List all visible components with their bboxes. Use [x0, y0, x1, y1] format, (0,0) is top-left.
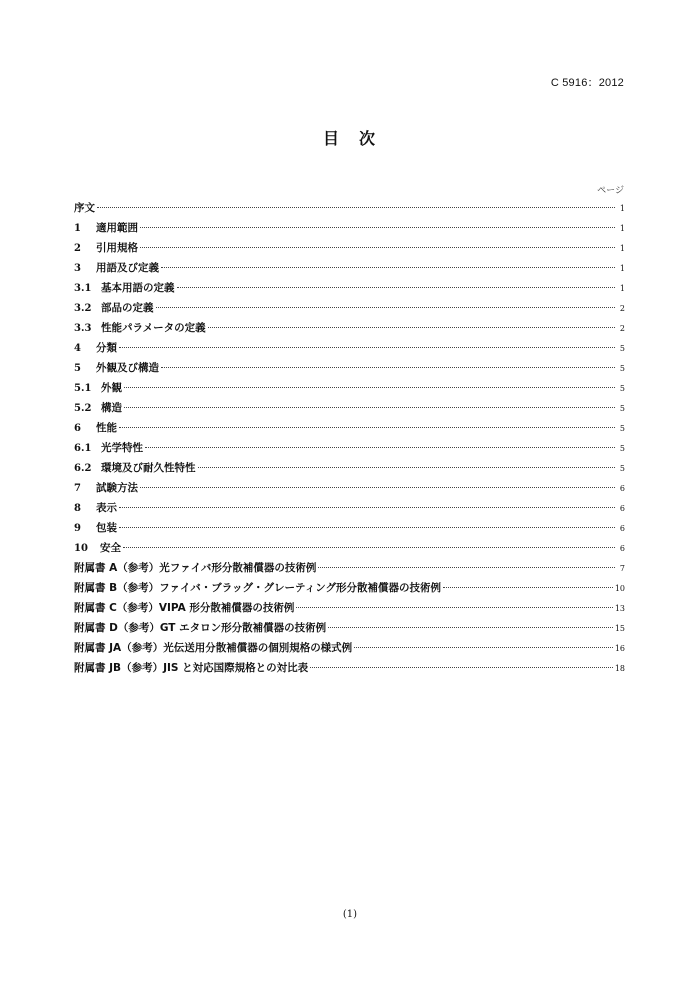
dot-leader — [140, 226, 615, 228]
toc-entry-page: 5 — [619, 404, 625, 413]
toc-entry-label: 性能パラメータの定義 — [101, 322, 206, 334]
toc-entry[interactable] — [74, 618, 625, 638]
dot-leader — [177, 286, 616, 288]
toc-entry-label: 附属書 B（参考）ファイバ・ブラッグ・グレーティング形分散補償器の技術例 — [74, 582, 441, 594]
toc-entry-label: 外観 — [101, 382, 122, 394]
toc-entry[interactable] — [74, 598, 625, 618]
toc-entry-page: 2 — [619, 304, 625, 313]
toc-entry-page: 1 — [619, 244, 625, 253]
dot-leader — [145, 446, 615, 448]
toc-entry-label: 試験方法 — [96, 482, 138, 494]
toc-entry[interactable] — [74, 278, 625, 298]
toc-entry[interactable] — [74, 418, 625, 438]
dot-leader — [119, 526, 615, 528]
dot-leader — [123, 546, 615, 548]
dot-leader — [354, 646, 613, 648]
page-number: (1) — [342, 909, 358, 920]
toc-entry-label: 附属書 JA（参考）光伝送用分散補償器の個別規格の様式例 — [74, 642, 353, 654]
dot-leader — [140, 486, 615, 488]
toc-entry-number: 3.1 — [74, 283, 92, 294]
dot-leader — [198, 466, 616, 468]
toc-entry-label: 引用規格 — [96, 242, 138, 254]
toc-entry-number: 3.2 — [74, 303, 92, 314]
toc-entry-label: 附属書 C（参考）VIPA 形分散補償器の技術例 — [74, 602, 295, 614]
toc-entry-number: 1 — [74, 223, 81, 234]
toc-entry-page: 2 — [619, 324, 625, 333]
toc-entry-number: 3.3 — [74, 323, 92, 334]
toc-entry[interactable] — [74, 438, 625, 458]
toc-entry-page: 6 — [619, 504, 625, 513]
toc-entry-page: 1 — [619, 284, 625, 293]
toc-entry[interactable] — [74, 218, 625, 238]
dot-leader — [161, 366, 615, 368]
toc-entry[interactable] — [74, 538, 625, 558]
toc-entry[interactable] — [74, 458, 625, 478]
toc-entry-number: 4 — [74, 343, 81, 354]
toc-entry[interactable] — [74, 258, 625, 278]
dot-leader — [310, 666, 613, 668]
toc-entry[interactable] — [74, 578, 625, 598]
toc-entry[interactable] — [74, 398, 625, 418]
dot-leader — [328, 626, 613, 628]
toc-entry-label: 安全 — [100, 542, 121, 554]
dot-leader — [161, 266, 615, 268]
toc-entry-number: 9 — [74, 523, 81, 534]
table-of-contents — [74, 198, 625, 678]
toc-entry-page: 5 — [619, 424, 625, 433]
toc-entry[interactable] — [74, 638, 625, 658]
toc-entry-label: 適用範囲 — [96, 222, 138, 234]
toc-entry-page: 1 — [619, 204, 625, 213]
toc-entry[interactable] — [74, 518, 625, 538]
toc-entry[interactable] — [74, 658, 625, 678]
toc-entry-page: 5 — [619, 384, 625, 393]
toc-entry-label: 構造 — [101, 402, 122, 414]
dot-leader — [443, 586, 613, 588]
toc-entry[interactable] — [74, 338, 625, 358]
toc-entry-number: 6.1 — [74, 443, 92, 454]
toc-entry-label: 附属書 JB（参考）JIS と対応国際規格との対比表 — [74, 662, 309, 674]
toc-entry-number: 6.2 — [74, 463, 92, 474]
toc-entry-label: 序文 — [74, 202, 95, 214]
toc-entry[interactable] — [74, 198, 625, 218]
toc-entry-page: 6 — [619, 484, 625, 493]
dot-leader — [119, 346, 615, 348]
toc-entry[interactable] — [74, 298, 625, 318]
toc-entry-label: 部品の定義 — [101, 302, 154, 314]
toc-entry-number: 7 — [74, 483, 81, 494]
toc-entry[interactable] — [74, 378, 625, 398]
document-id: C 5916：2012 — [550, 77, 624, 89]
toc-entry[interactable] — [74, 318, 625, 338]
toc-entry[interactable] — [74, 498, 625, 518]
toc-entry-page: 6 — [619, 544, 625, 553]
toc-entry-number: 2 — [74, 243, 81, 254]
page-column-label: ページ — [597, 186, 624, 196]
page-title: 目 次 — [322, 129, 377, 148]
toc-entry-label: 包装 — [96, 522, 117, 534]
toc-entry-number: 8 — [74, 503, 81, 514]
toc-entry-label: 環境及び耐久性特性 — [101, 462, 196, 474]
toc-entry-page: 16 — [614, 644, 625, 653]
toc-entry-label: 光学特性 — [101, 442, 143, 454]
dot-leader — [97, 206, 615, 208]
toc-entry-label: 分類 — [96, 342, 117, 354]
toc-entry-page: 5 — [619, 364, 625, 373]
toc-entry-page: 5 — [619, 344, 625, 353]
toc-entry-page: 5 — [619, 444, 625, 453]
toc-entry-label: 附属書 D（参考）GT エタロン形分散補償器の技術例 — [74, 622, 327, 634]
toc-entry-page: 5 — [619, 464, 625, 473]
toc-entry-label: 基本用語の定義 — [101, 282, 175, 294]
dot-leader — [119, 506, 615, 508]
dot-leader — [296, 606, 612, 608]
toc-entry-number: 10 — [74, 543, 88, 554]
dot-leader — [140, 246, 615, 248]
toc-entry-page: 1 — [619, 224, 625, 233]
toc-entry-page: 1 — [619, 264, 625, 273]
toc-entry-label: 表示 — [96, 502, 117, 514]
dot-leader — [208, 326, 615, 328]
toc-entry-page: 6 — [619, 524, 625, 533]
toc-entry-number: 5 — [74, 363, 81, 374]
dot-leader — [318, 566, 615, 568]
toc-entry-label: 附属書 A（参考）光ファイバ形分散補償器の技術例 — [74, 562, 317, 574]
toc-entry[interactable] — [74, 358, 625, 378]
dot-leader — [119, 426, 615, 428]
toc-entry-label: 外観及び構造 — [96, 362, 159, 374]
toc-entry-number: 5.2 — [74, 403, 92, 414]
toc-entry[interactable] — [74, 558, 625, 578]
toc-entry-page: 13 — [614, 604, 625, 613]
toc-entry-label: 性能 — [96, 422, 117, 434]
dot-leader — [124, 406, 615, 408]
toc-entry-page: 10 — [614, 584, 625, 593]
toc-entry-number: 5.1 — [74, 383, 92, 394]
toc-entry-page: 15 — [614, 624, 625, 633]
dot-leader — [124, 386, 615, 388]
toc-entry[interactable] — [74, 478, 625, 498]
toc-entry-number: 3 — [74, 263, 81, 274]
toc-entry[interactable] — [74, 238, 625, 258]
toc-entry-label: 用語及び定義 — [96, 262, 159, 274]
toc-entry-page: 7 — [619, 564, 625, 573]
toc-entry-page: 18 — [614, 664, 625, 673]
toc-entry-number: 6 — [74, 423, 81, 434]
dot-leader — [156, 306, 616, 308]
